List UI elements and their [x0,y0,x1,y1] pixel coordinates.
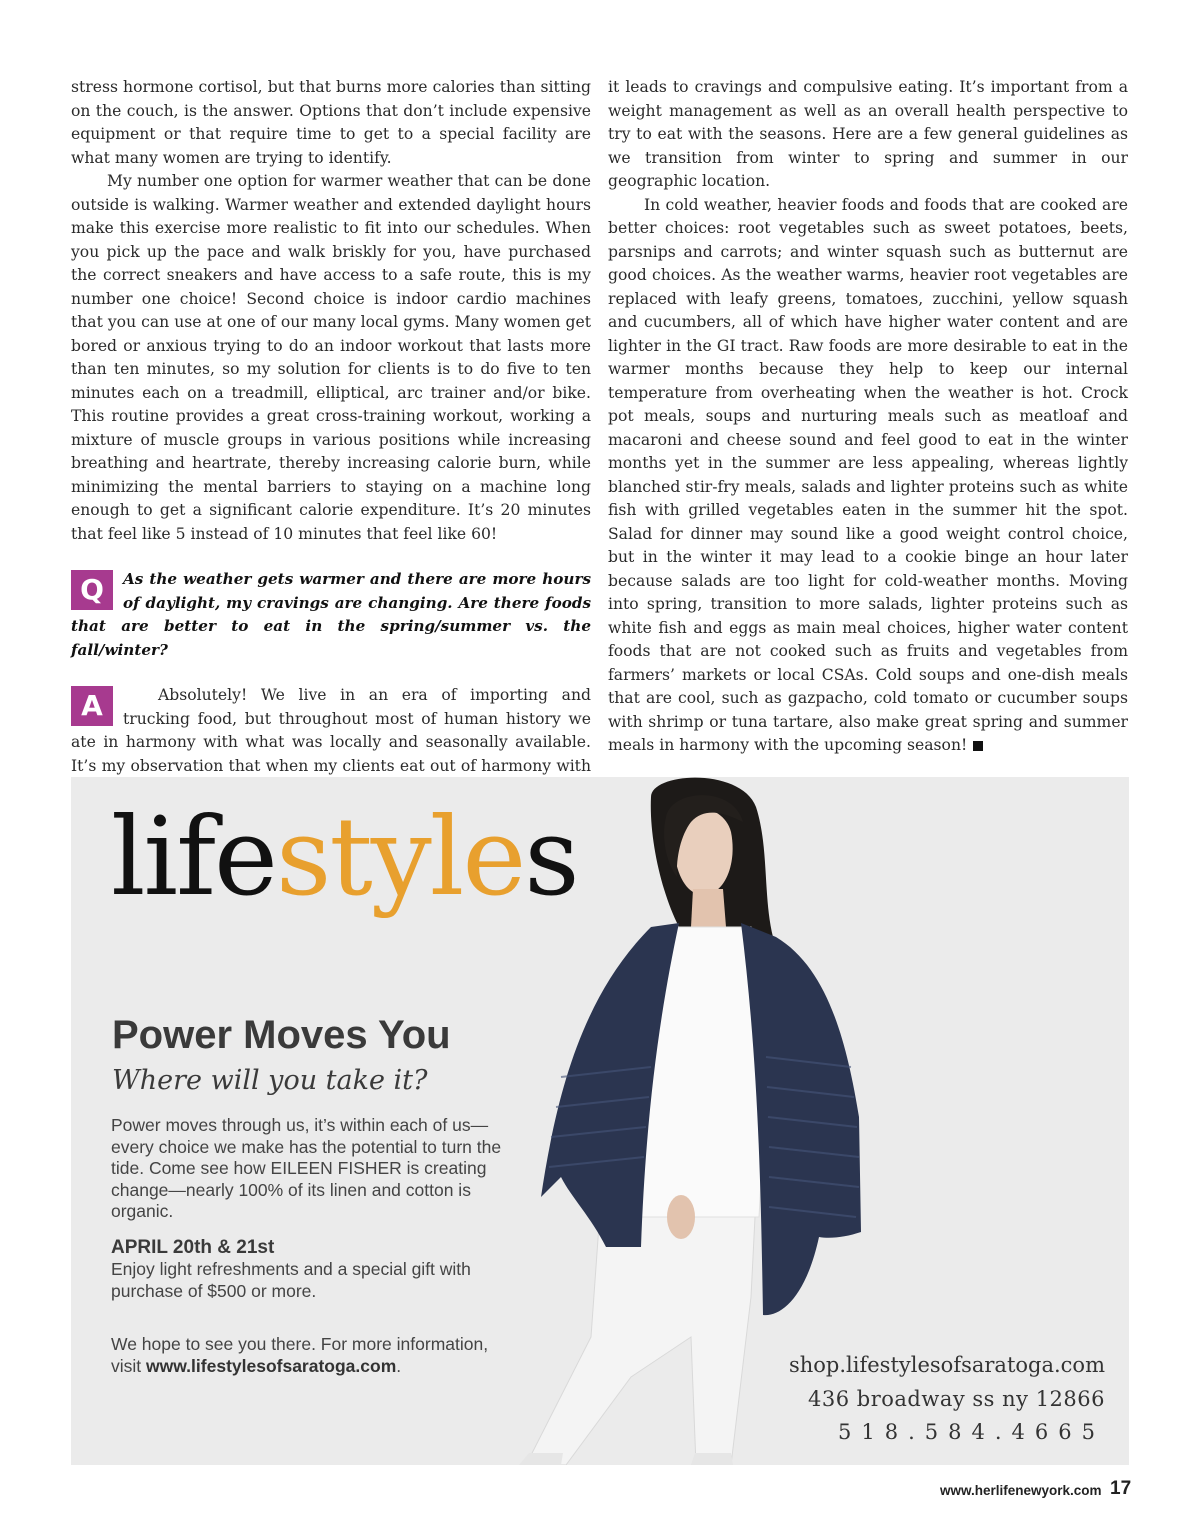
end-of-article-mark [973,741,983,751]
answer-text: Absolutely! We live in an era of importing and trucking food, but throughout most of human history we ate in harmony with what was locally and seasonally available. It’s my observation that when my clients eat out of harmony with [71,686,591,775]
ad-headline: Power Moves You [112,1013,451,1057]
ad-body-span: . [396,1355,402,1376]
event-date: APRIL 20th & 21st [111,1237,275,1258]
ad-subhead: Where will you take it? [112,1065,428,1096]
article-column-right [608,76,1128,758]
page-number: 17 [1110,1478,1132,1499]
logo-part: s [524,795,578,920]
article-column-left [71,76,591,802]
paragraph: My number one option for warmer weather that can be done outside is walking. Warmer weather and extended daylight hours make this exercise more realistic to fit into our schedules. When you pick up the pace and walk briskly for you, have purchased the correct sneakers and have access to a safe route, this is my number one choice! Second choice is indoor cardio machines that you can use at one of our many local gyms. Many women get bored or anxious trying to do an indoor workout that lasts more than ten minutes, so my solution for clients is to do five to ten minutes each on a treadmill, elliptical, arc trainer and/or bike. This routine provides a great cross-training workout, working a mixture of muscle groups in various positions while increasing breathing and heartrate, thereby increasing calorie burn, while minimizing the mental barriers to staying on a machine long enough to get a significant calorie expenditure. It’s 20 minutes that feel like 5 instead of 10 minutes that feel like 60! [71,172,591,543]
question-text: As the weather gets warmer and there are more hours of daylight, my cravings are changing. Are there foods that are better to eat in the spring/summer vs. the fall/winter? [71,570,591,659]
shop-url[interactable]: shop.lifestylesofsaratoga.com [788,1353,1105,1377]
paragraph: stress hormone cortisol, but that burns more calories than sitting on the couch, is the answer. Options that don’t include expensive equipment or that require time to get to a special facility are what many women are trying to identify. [71,78,591,167]
ad-body-text: Power moves through us, it’s within each of us—every choice we make has the potential to turn the tide. Come see how EILEEN FISHER is creating change—nearly 100% of its linen and cotton is organic. [111,1115,502,1221]
question-block [71,568,591,662]
paragraph-text: In cold weather, heavier foods and foods that are cooked are better choices: root vegetables such as sweet potatoes, beets, parsnips and carrots; and winter squash such as butternut are good choices. As the weather warms, heavier root vegetables are replaced with leafy greens, tomatoes, zucchini, yellow squash and cucumbers, all of which have higher water content and are lighter in the GI tract. Raw foods are more desirable to eat in the warmer months because they help to keep our internal temperature from overheating when the weather is hot. Crock pot meals, soups and nurturing meals such as meatloaf and macaroni and cheese sound and feel good to eat in the winter months yet in the summer are less appealing, whereas lightly blanched stir-fry meals, salads and lighter proteins such as white fish with grilled vegetables eaten in the summer hit the spot. Salad for dinner may sound like a good weight control choice, but in the winter it may lead to a cookie binge an hour later because salads are too light for cold-weather months. Moving into spring, transition to more salads, lighter proteins such as white fish and eggs as main meal choices, higher water content foods that are not cooked such as fruits and vegetables from farmers’ markets or local CSAs. Cold soups and one-dish meals that are cool, such as gazpacho, cold tomato or cucumber soups with shrimp or tuna tartare, also make great spring and summer meals in harmony with the upcoming season! [608,195,1128,754]
logo-part-orange: style [275,795,525,920]
question-badge: Q [71,570,113,610]
ad-body-span: We hope to see you there. For more information, visit [111,1334,489,1376]
paragraph: it leads to cravings and compulsive eating. It’s important from a weight management as well as an overall health perspective to try to eat with the seasons. Here are a few general guidelines as we transition from winter to spring and summer in our geographic location. [608,78,1128,190]
logo-part: life [111,795,276,920]
ad-body-text [111,1334,521,1377]
answer-badge: A [71,686,113,726]
paragraph [608,194,1128,758]
footer-website[interactable]: www.herlifenewyork.com [940,1483,1102,1498]
website-link[interactable]: www.lifestylesofsaratoga.com [146,1355,397,1376]
store-phone: 518.584.4665 [838,1420,1105,1444]
advertisement [71,777,1129,1465]
ad-body-text: Enjoy light refreshments and a special gift with purchase of $500 or more. [111,1259,471,1301]
store-address: 436 broadway ss ny 12866 [808,1387,1105,1411]
